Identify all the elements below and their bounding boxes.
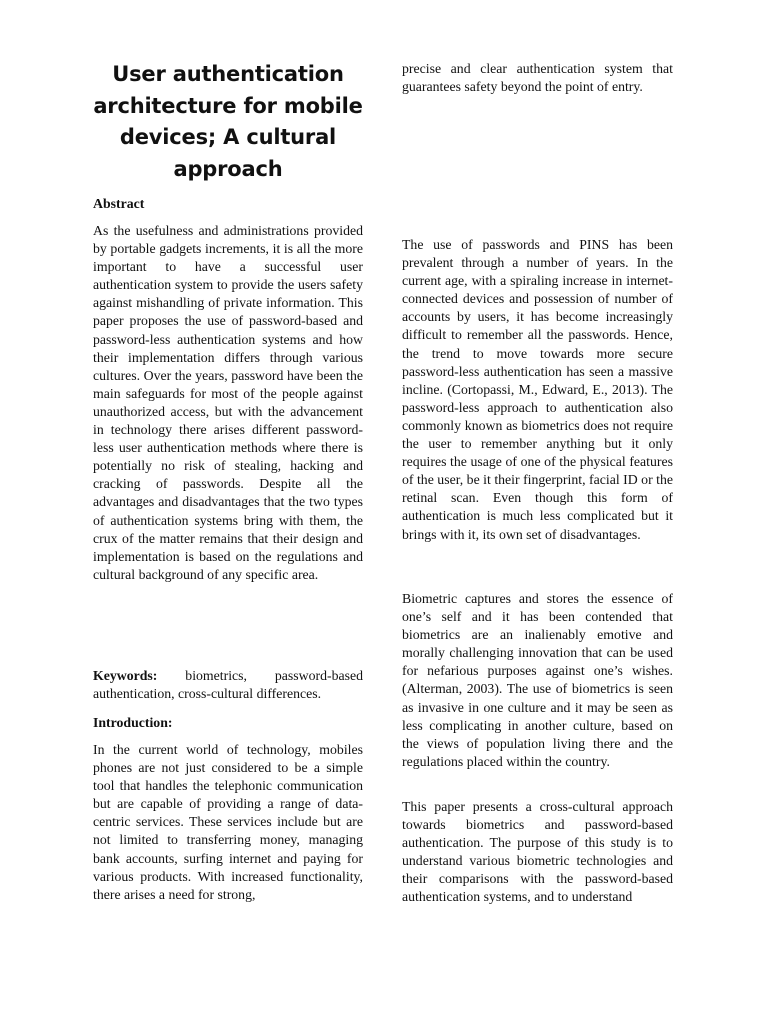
intro-paragraph-continued: precise and clear authentication system that guarantees safety beyond the point of entry. bbox=[402, 61, 673, 95]
keywords-text: biometrics, password-based authentication, cross-cultural differences. bbox=[93, 668, 364, 702]
abstract-heading: Abstract bbox=[93, 196, 145, 211]
abstract-text: As the usefulness and administrations provided by portable gadgets increments, it is all the more important to have a successful user authentication system to provide the users safety against mishandling of private information. This paper proposes the use of password-based and password-less authentication systems and how their implementation differs through various cultures. Over the years, password have been the main safeguards for most of the people against unauthorized access, but with the advancement in technology there arises different password-less user authentication methods where there is potentially no risk of stealing, hacking and cracking of passwords. Despite all the advantages and disadvantages that the two types of authentication systems bring with them, the crux of the matter remains that their design and implementation is based on the regulations and cultural background of any specific area. bbox=[93, 223, 363, 582]
keywords bbox=[93, 667, 363, 703]
keywords-label: Keywords: bbox=[93, 668, 158, 683]
paper-title: User authentication architecture for mobile devices; A cultural approach bbox=[93, 62, 363, 181]
introduction-heading: Introduction: bbox=[93, 715, 173, 730]
passwords-paragraph: The use of passwords and PINS has been prevalent through a number of years. In the current age, with a spiraling increase in internet-connected devices and possession of number of accounts by users, it has become increasingly difficult to remember all the passwords. Hence, the trend to move towards more secure password-less authentication has seen a massive incline. (Cortopassi, M., Edward, E., 2013). The password-less approach to authentication also commonly known as biometrics does not require the user to remember anything but it only requires the usage of one of the physical features of the user, be it their fingerprint, facial ID or the retinal scan. Even though this form of authentication is much less complicated but it brings with it, its own set of disadvantages. bbox=[402, 237, 673, 542]
study-purpose-paragraph: This paper presents a cross-cultural approach towards biometrics and password-based authentication. The purpose of this study is to understand various biometric technologies and their comparisons with the password-based authentication systems, and to understand bbox=[402, 799, 673, 905]
intro-paragraph: In the current world of technology, mobiles phones are not just considered to be a simple tool that handles the telephonic communication but are capable of providing a range of data-centric services. These services include but are not limited to transferring money, managing bank accounts, surfing internet and paying for various products. With increased functionality, there arises a need for strong, bbox=[93, 742, 363, 902]
biometrics-paragraph: Biometric captures and stores the essence of one’s self and it has been contended that biometrics are an inalienably emotive and morally challenging innovation that can be used for nefarious purposes against one’s wishes. (Alterman, 2003). The use of biometrics is seen as invasive in one culture and it may be seen as less complicating in another culture, based on the views of population living there and the regulations placed within the country. bbox=[402, 591, 673, 769]
